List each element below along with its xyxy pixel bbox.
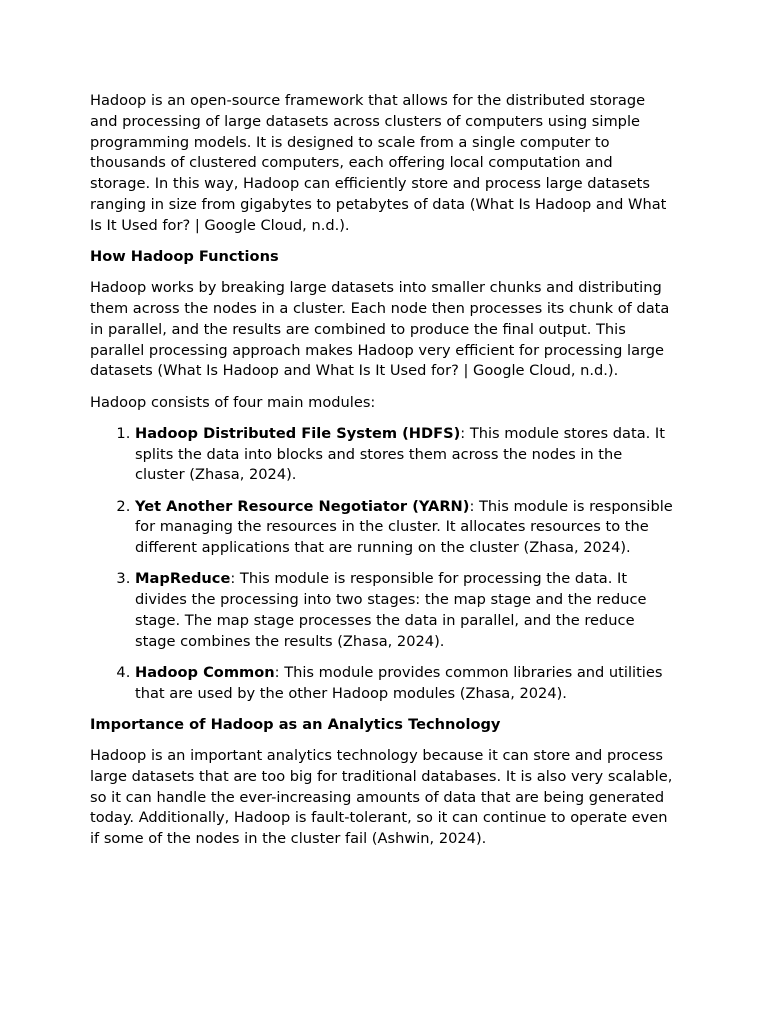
importance-paragraph: Hadoop is an important analytics technology because it can store and process large datasets that are too big for traditional databases. It is also very scalable, so it can handle the ever-increasing amounts of data that are being generated today. Additionally, Hadoop is fault-tolerant, so it can continue to operate even if some of the nodes in the cluster fail (Ashwin, 2024). bbox=[90, 747, 673, 848]
module-description: : This module stores data. It splits the data into blocks and stores them across the nodes in the cluster (Zhasa, 2024). bbox=[135, 424, 665, 484]
module-term: Hadoop Distributed File System (HDFS) bbox=[135, 424, 461, 442]
intro-paragraph: Hadoop is an open-source framework that allows for the distributed storage and processing of large datasets across clusters of computers using simple programming models. It is designed to scale from a single computer to thousands of clustered computers, each offering local computation and storage. In this way, Hadoop can efficiently store and process large datasets ranging in size from gigabytes to petabytes of data (What Is Hadoop and What Is It Used for? | Google Cloud, n.d.). bbox=[90, 92, 667, 234]
list-item-yarn bbox=[135, 497, 676, 559]
module-term: MapReduce bbox=[135, 570, 231, 588]
module-term: Yet Another Resource Negotiator (YARN) bbox=[135, 497, 470, 515]
modules-intro-paragraph: Hadoop consists of four main modules: bbox=[90, 393, 376, 411]
section-heading-importance: Importance of Hadoop as an Analytics Technology bbox=[90, 715, 501, 733]
module-term: Hadoop Common bbox=[135, 663, 275, 681]
list-item-hadoop-common bbox=[135, 663, 676, 705]
module-description: : This module provides common libraries and utilities that are used by the other Hadoop modules (Zhasa, 2024). bbox=[135, 663, 663, 702]
list-item-mapreduce bbox=[135, 569, 676, 652]
list-item-hdfs bbox=[135, 424, 676, 486]
modules-list bbox=[90, 424, 676, 705]
section-heading-how-hadoop-functions: How Hadoop Functions bbox=[90, 247, 279, 265]
module-description: : This module is responsible for processing the data. It divides the processing into two stages: the map stage and the reduce stage. The map stage processes the data in parallel, and the reduce stage combines the results (Zhasa, 2024). bbox=[135, 570, 647, 650]
module-description: : This module is responsible for managing the resources in the cluster. It allocates resources to the different applications that are running on the cluster (Zhasa, 2024). bbox=[135, 497, 673, 557]
document-page bbox=[90, 91, 676, 860]
how-hadoop-functions-paragraph: Hadoop works by breaking large datasets into smaller chunks and distributing them across the nodes in a cluster. Each node then processes its chunk of data in parallel, and the results are combined to produce the final output. This parallel processing approach makes Hadoop very efficient for processing large datasets (What Is Hadoop and What Is It Used for? | Google Cloud, n.d.). bbox=[90, 279, 670, 380]
